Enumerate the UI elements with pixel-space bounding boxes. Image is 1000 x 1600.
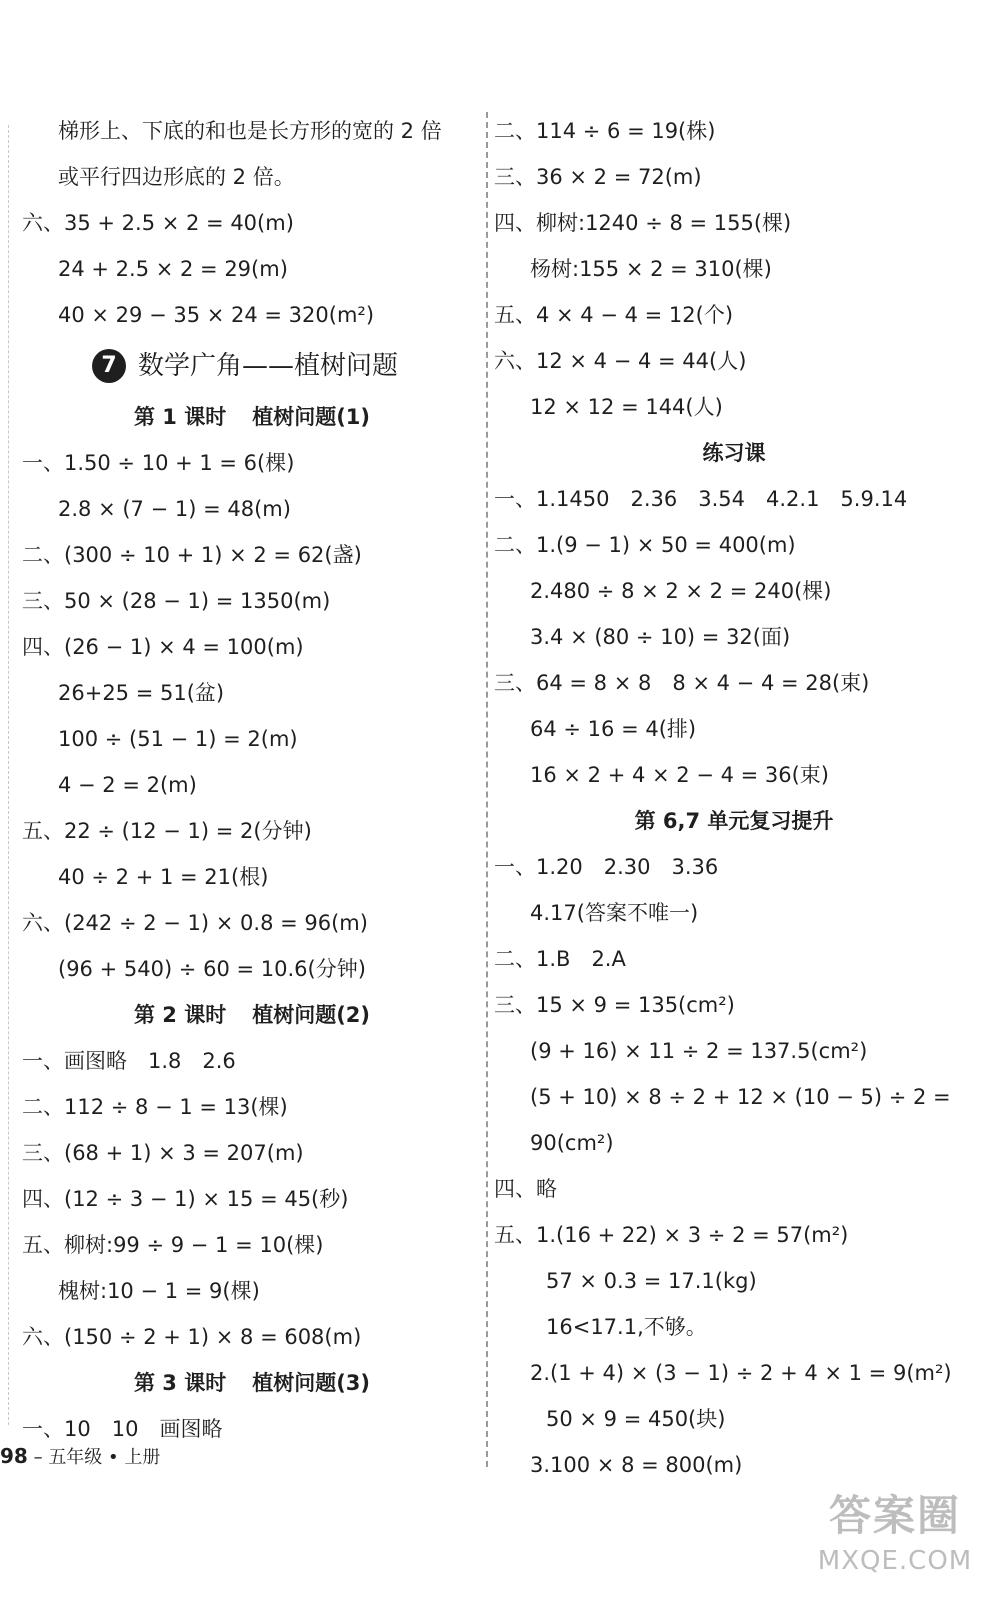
section-heading [22,992,482,1038]
watermark-logo: 答案圈 [828,1491,961,1540]
answer-line: (96 + 540) ÷ 60 = 10.6(分钟) [58,957,366,981]
answer-line: (9 + 16) × 11 ÷ 2 = 137.5(cm²) [530,1039,868,1063]
right-column [494,108,974,1488]
answer-line: 二、114 ÷ 6 = 19(株) [494,119,716,143]
lesson-label: 练习课 [702,441,766,465]
answer-line: 四、(26 − 1) × 4 = 100(m) [22,635,304,659]
lesson-topic: 植树问题(2) [252,1003,371,1027]
answer-line: 一、画图略 1.8 2.6 [22,1049,236,1073]
left-margin-rule [8,125,9,1425]
answer-line: 三、36 × 2 = 72(m) [494,165,702,189]
answer-line: 三、15 × 9 = 135(cm²) [494,993,735,1017]
answer-line: 二、(300 ÷ 10 + 1) × 2 = 62(盏) [22,543,362,567]
answer-line: 57 × 0.3 = 17.1(kg) [546,1269,757,1293]
answer-line: 4 − 2 = 2(m) [58,773,197,797]
answer-line: 五、柳树:99 ÷ 9 − 1 = 10(棵) [22,1233,324,1257]
answer-line: 一、10 10 画图略 [22,1417,223,1441]
answer-line: 90(cm²) [530,1131,614,1155]
answer-line: 64 ÷ 16 = 4(排) [530,717,697,741]
answer-line: 杨树:155 × 2 = 310(棵) [530,257,772,281]
section-heading [494,798,974,844]
section-heading [22,1360,482,1406]
page-footer [0,1436,160,1476]
chapter-number-badge: 7 [92,349,126,383]
answer-line: 二、112 ÷ 8 − 1 = 13(棵) [22,1095,288,1119]
chapter-title-text: 数学广角——植树问题 [138,351,399,381]
lesson-topic: 植树问题(1) [252,405,371,429]
answer-line: 2.480 ÷ 8 × 2 × 2 = 240(棵) [530,579,832,603]
book-grade: 五年级 • 上册 [48,1447,161,1468]
watermark-url: MXQE.COM [817,1546,973,1576]
answer-line: 二、1.B 2.A [494,947,626,971]
answer-line: 2.(1 + 4) × (3 − 1) ÷ 2 + 4 × 1 = 9(m²) [530,1361,952,1385]
answer-line: (5 + 10) × 8 ÷ 2 + 12 × (10 − 5) ÷ 2 = [530,1085,951,1109]
answer-line: 4.17(答案不唯一) [530,901,699,925]
answer-line: 50 × 9 = 450(块) [546,1407,726,1431]
answer-line: 100 ÷ (51 − 1) = 2(m) [58,727,298,751]
section-heading [22,394,482,440]
answer-line: 二、1.(9 − 1) × 50 = 400(m) [494,533,796,557]
answer-line: 2.8 × (7 − 1) = 48(m) [58,497,291,521]
answer-line: 或平行四边形底的 2 倍。 [58,165,295,189]
answer-line: 16 × 2 + 4 × 2 − 4 = 36(束) [530,763,830,787]
section-heading [494,430,974,476]
answer-line: 40 × 29 − 35 × 24 = 320(m²) [58,303,375,327]
answer-line: 六、12 × 4 − 4 = 44(人) [494,349,747,373]
lesson-label: 第 2 课时 [133,1003,227,1027]
answer-line: 一、1.1450 2.36 3.54 4.2.1 5.9.14 [494,487,908,511]
answer-line: 六、(150 ÷ 2 + 1) × 8 = 608(m) [22,1325,362,1349]
answer-line: 槐树:10 − 1 = 9(棵) [58,1279,260,1303]
answer-line: 五、1.(16 + 22) × 3 ÷ 2 = 57(m²) [494,1223,849,1247]
answer-line: 四、柳树:1240 ÷ 8 = 155(棵) [494,211,792,235]
answer-line: 3.4 × (80 ÷ 10) = 32(面) [530,625,791,649]
answer-line: 12 × 12 = 144(人) [530,395,723,419]
answer-line: 五、22 ÷ (12 − 1) = 2(分钟) [22,819,312,843]
lesson-label: 第 1 课时 [133,405,227,429]
answer-line: 三、(68 + 1) × 3 = 207(m) [22,1141,304,1165]
page-number: 98 [0,1444,28,1468]
lesson-topic: 植树问题(3) [252,1371,371,1395]
answer-line: 三、64 = 8 × 8 8 × 4 − 4 = 28(束) [494,671,870,695]
watermark [805,1488,985,1588]
answer-line: 五、4 × 4 − 4 = 12(个) [494,303,734,327]
left-column [22,108,482,1452]
footer-dash: – [33,1447,43,1468]
answer-line: 40 ÷ 2 + 1 = 21(根) [58,865,269,889]
answer-line: 26+25 = 51(盆) [58,681,225,705]
answer-line: 24 + 2.5 × 2 = 29(m) [58,257,288,281]
answer-line: 六、(242 ÷ 2 − 1) × 0.8 = 96(m) [22,911,368,935]
answer-line: 三、50 × (28 − 1) = 1350(m) [22,589,331,613]
answer-line: 四、略 [494,1177,557,1201]
answer-line: 六、35 + 2.5 × 2 = 40(m) [22,211,294,235]
chapter-title [22,338,482,394]
answer-line: 梯形上、下底的和也是长方形的宽的 2 倍 [58,119,442,143]
answer-line: 一、1.20 2.30 3.36 [494,855,719,879]
answer-line: 16<17.1,不够。 [546,1315,707,1339]
answer-line: 四、(12 ÷ 3 − 1) × 15 = 45(秒) [22,1187,349,1211]
answer-line: 3.100 × 8 = 800(m) [530,1453,743,1477]
lesson-label: 第 6,7 单元复习提升 [634,809,834,833]
lesson-label: 第 3 课时 [133,1371,227,1395]
answer-line: 一、1.50 ÷ 10 + 1 = 6(棵) [22,451,295,475]
column-divider [486,112,488,1467]
